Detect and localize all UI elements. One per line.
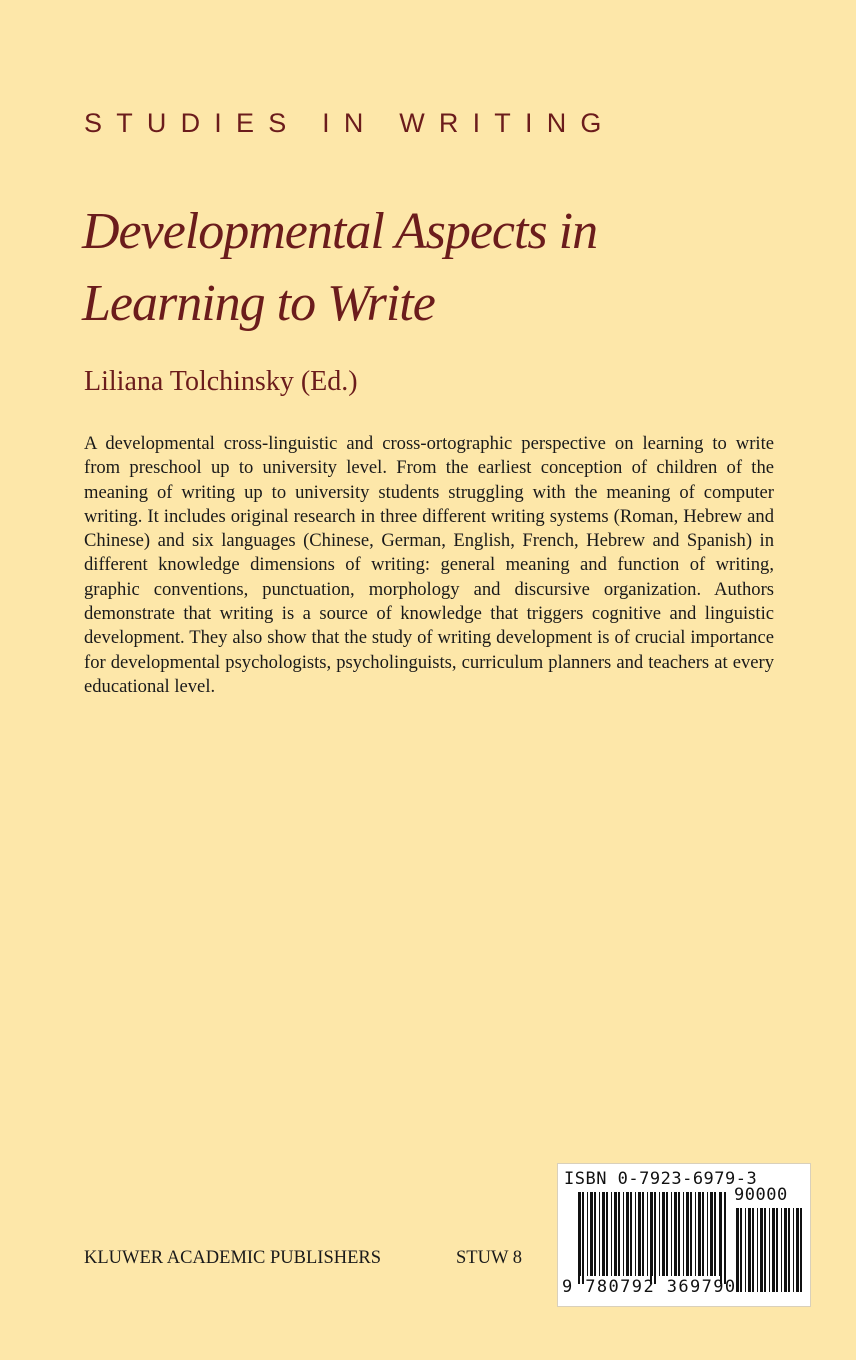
barcode-bar xyxy=(690,1192,692,1276)
barcode-guard-bar xyxy=(578,1192,580,1284)
barcode-bar xyxy=(764,1208,766,1292)
barcode-bar xyxy=(714,1192,716,1276)
barcode-bar xyxy=(757,1208,758,1292)
book-title-line-1: Developmental Aspects in xyxy=(82,203,598,260)
isbn-number: ISBN 0-7923-6979-3 xyxy=(564,1169,758,1189)
barcode-bar xyxy=(745,1208,746,1292)
barcode-bar xyxy=(752,1208,754,1292)
barcode-bar xyxy=(772,1208,775,1292)
barcode-bar xyxy=(635,1192,636,1276)
barcode-bar xyxy=(740,1208,742,1292)
barcode-bar xyxy=(788,1208,790,1292)
editor-name: Liliana Tolchinsky (Ed.) xyxy=(84,366,358,397)
barcode-bar xyxy=(796,1208,799,1292)
barcode-bar xyxy=(659,1192,660,1276)
barcode-bar xyxy=(618,1192,620,1276)
barcode-bar xyxy=(599,1192,600,1276)
barcode-bar xyxy=(776,1208,778,1292)
barcode-bar xyxy=(623,1192,624,1276)
barcode-bar xyxy=(683,1192,684,1276)
barcode-bar xyxy=(707,1192,708,1276)
publisher-name: KLUWER ACADEMIC PUBLISHERS xyxy=(84,1248,382,1268)
barcode-bar xyxy=(642,1192,644,1276)
barcode-guard-bar xyxy=(720,1192,722,1284)
barcode-guard-bar xyxy=(582,1192,584,1284)
book-title xyxy=(82,196,782,340)
barcode-label xyxy=(557,1163,811,1307)
barcode-bar xyxy=(769,1208,770,1292)
ean-number: 9 780792 369790 xyxy=(562,1277,737,1297)
barcode-bar xyxy=(606,1192,608,1276)
barcode-guard-bar xyxy=(724,1192,726,1284)
barcode-bar xyxy=(674,1192,677,1276)
barcode-bar xyxy=(626,1192,629,1276)
barcode-bar xyxy=(695,1192,696,1276)
series-code: STUW 8 xyxy=(456,1248,522,1268)
book-description: A developmental cross-linguistic and cross-ortographic perspective on learning to write from preschool up to university level. From the earliest conception of children of the meaning of writing up to university students struggling with the meaning of computer writing. It includes original research in three different writing systems (Roman, Hebrew and Chinese) and six languages (Chinese, German, English, French, Hebrew and Spanish) in different knowledge dimensions of writing: general meaning and function of writing, graphic conventions, punctuation, morphology and discursive organization. Authors demonstrate that writing is a source of knowledge that triggers cognitive and linguistic development. They also show that the study of writing development is of crucial importance for developmental psychologists, psycholinguists, curriculum planners and teachers at every educational level. xyxy=(84,433,774,697)
barcode-bar xyxy=(702,1192,704,1276)
price-code: 90000 xyxy=(734,1185,788,1205)
barcode-bar xyxy=(671,1192,672,1276)
barcode-bar xyxy=(662,1192,665,1276)
barcode-bar xyxy=(698,1192,701,1276)
barcode-bar xyxy=(760,1208,763,1292)
barcode-bar xyxy=(678,1192,680,1276)
barcode-bar xyxy=(594,1192,596,1276)
barcode-bar xyxy=(781,1208,782,1292)
barcode-bar xyxy=(784,1208,787,1292)
barcode-bar xyxy=(666,1192,668,1276)
barcode-bar xyxy=(647,1192,648,1276)
barcode-bar xyxy=(590,1192,593,1276)
barcode-bar xyxy=(710,1192,713,1276)
barcode-bar xyxy=(793,1208,794,1292)
barcode-bar xyxy=(614,1192,617,1276)
series-title: STUDIES IN WRITING xyxy=(84,108,616,138)
barcode-bar xyxy=(686,1192,689,1276)
barcode-bar xyxy=(638,1192,641,1276)
barcode-bar xyxy=(630,1192,632,1276)
barcode-guard-bar xyxy=(654,1192,656,1284)
barcode-bar xyxy=(719,1192,720,1276)
barcode-bar xyxy=(611,1192,612,1276)
barcode-bar xyxy=(602,1192,605,1276)
barcode-bar xyxy=(800,1208,802,1292)
barcode-guard-bar xyxy=(650,1192,652,1284)
barcode-bar xyxy=(587,1192,588,1276)
book-title-line-2: Learning to Write xyxy=(82,275,435,332)
barcode-bar xyxy=(748,1208,751,1292)
